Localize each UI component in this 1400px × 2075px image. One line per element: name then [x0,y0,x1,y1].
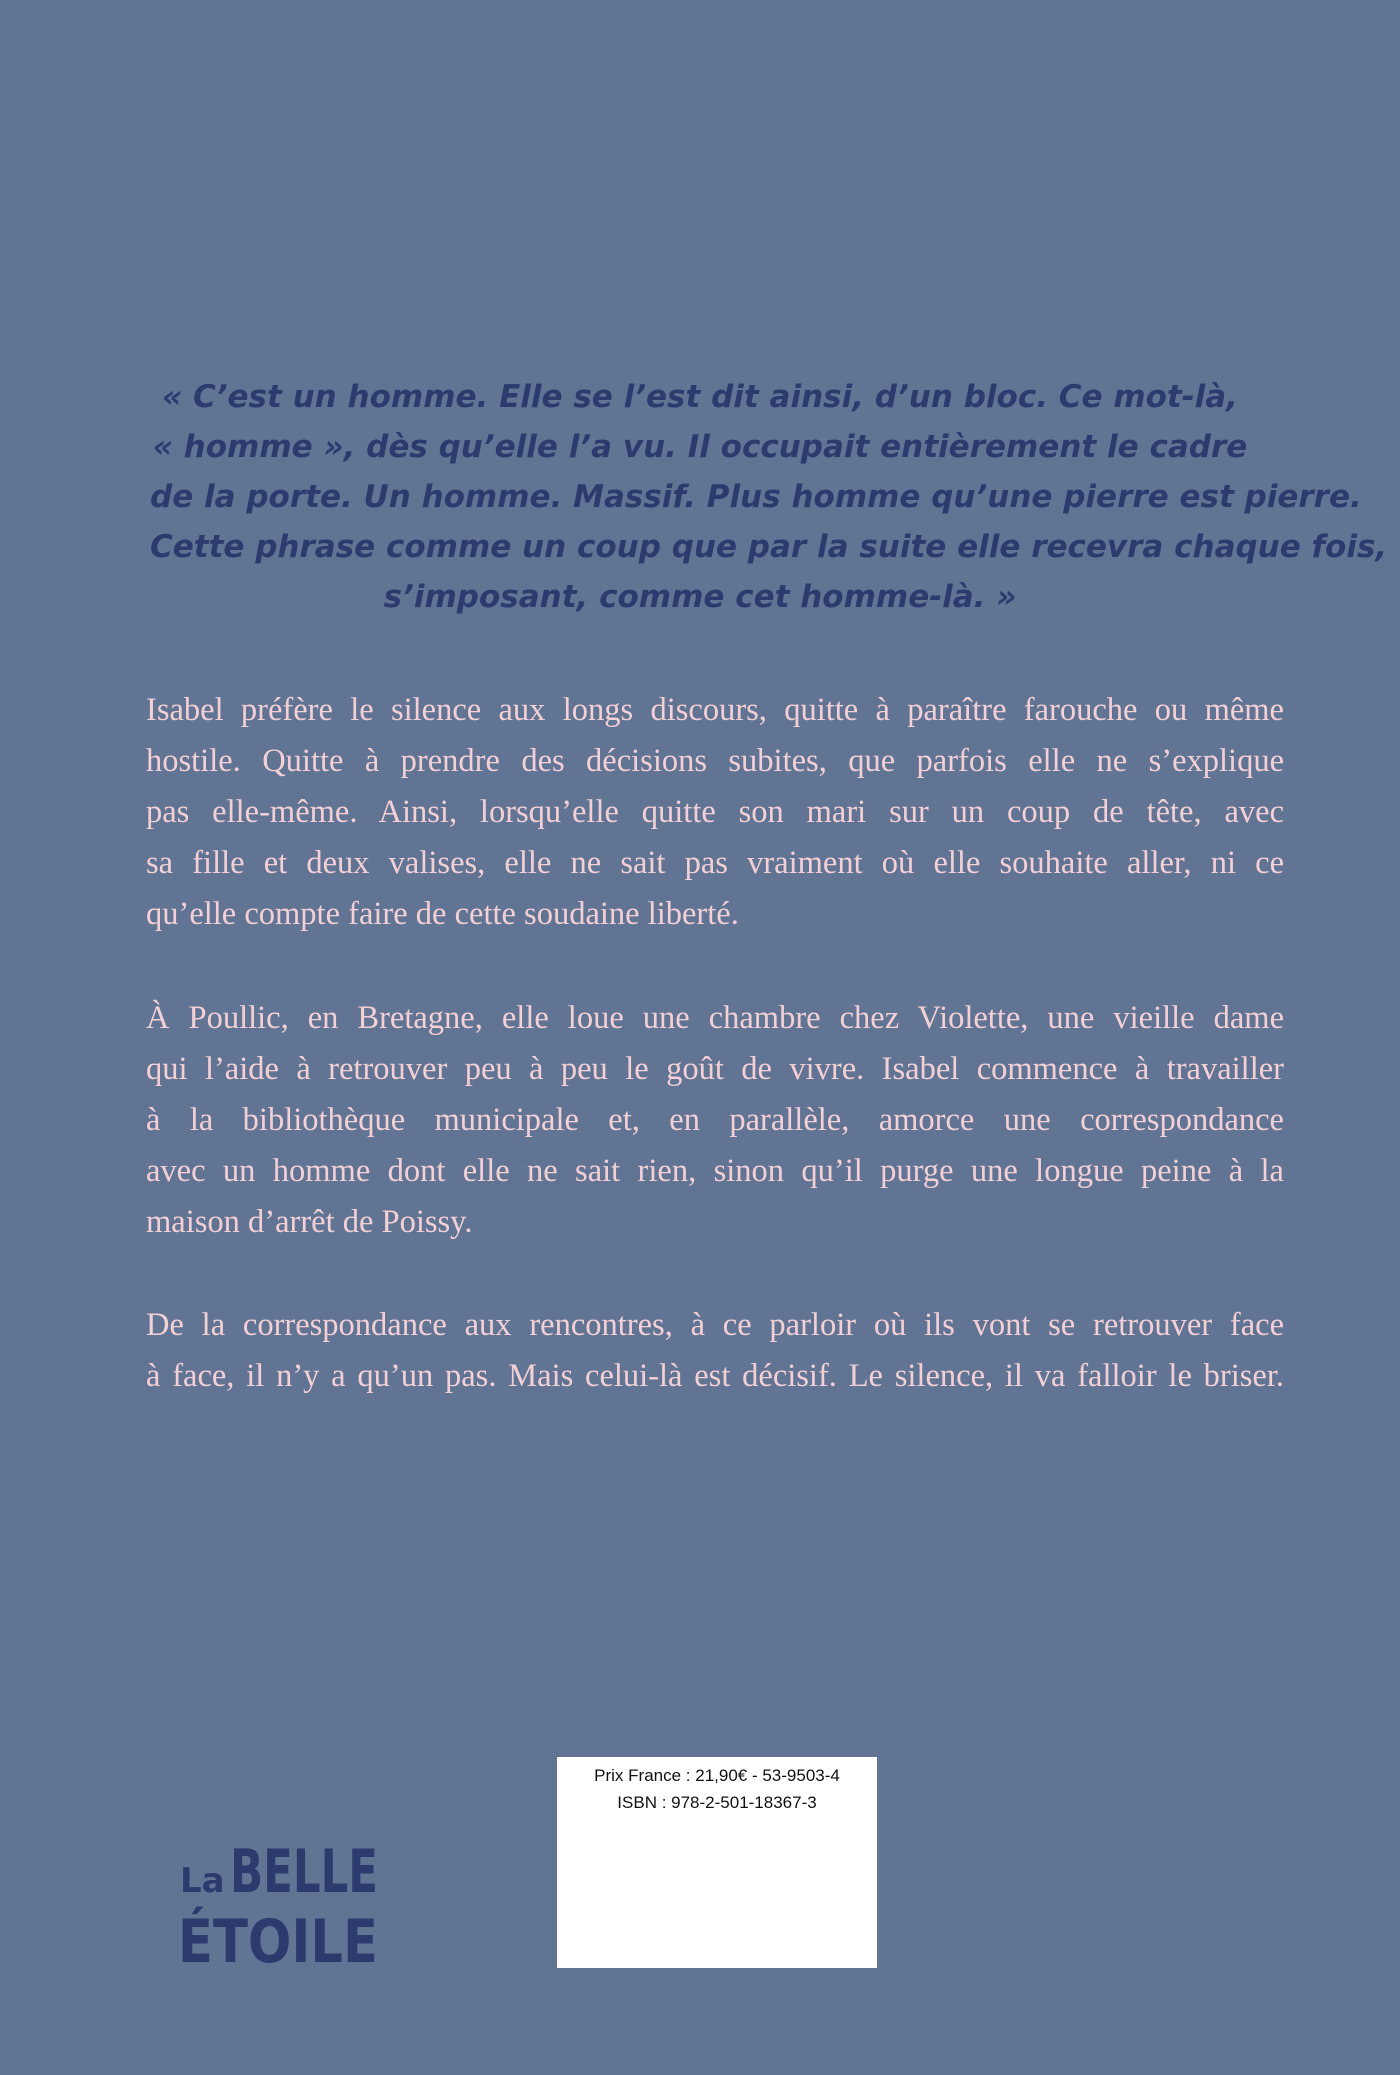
description-paragraph-2 [146,993,1284,1248]
price-label: Prix France : 21,90€ - 53-9503-4 [594,1766,840,1785]
publisher-logo-mark [178,1830,413,1977]
text-line: hostile. Quitte à prendre des décisions subites, que parfois elle ne s’explique [146,743,1284,779]
quote-line: s’imposant, comme cet homme-là. » [383,579,1017,615]
quote-line: « C’est un homme. Elle se l’est dit ainsi, d’un bloc. Ce mot-là, [162,379,1238,415]
text-line: Isabel préfère le silence aux longs discours, quitte à paraître farouche ou même [146,692,1284,728]
logo-small-la: La [180,1861,225,1901]
text-line: à face, il n’y a qu’un pas. Mais celui-là est décisif. Le silence, il va falloir le briser. [146,1358,1284,1394]
text-line: qu’elle compte faire de cette soudaine liberté. [146,896,739,932]
text-line: à la bibliothèque municipale et, en parallèle, amorce une correspondance [146,1102,1284,1138]
publisher-logo [178,1830,413,1977]
text-line: sa fille et deux valises, elle ne sait pas vraiment où elle souhaite aller, ni ce [146,845,1284,881]
excerpt-quote [150,372,1388,622]
description-paragraph-3 [146,1300,1284,1402]
text-line: À Poullic, en Bretagne, elle loue une chambre chez Violette, une vieille dame [146,1000,1284,1036]
quote-line: de la porte. Un homme. Massif. Plus homme qu’une pierre est pierre. [150,479,1362,515]
isbn-label: ISBN : 978-2-501-18367-3 [617,1793,817,1812]
description-paragraph-1 [146,685,1284,940]
text-line: De la correspondance aux rencontres, à ce parloir où ils vont se retrouver face [146,1307,1284,1343]
text-line: avec un homme dont elle ne sait rien, sinon qu’il purge une longue peine à la [146,1153,1284,1189]
logo-word-belle: BELLE [230,1837,378,1907]
text-line: pas elle-même. Ainsi, lorsqu’elle quitte son mari sur un coup de tête, avec [146,794,1284,830]
barcode-area [557,1757,877,1968]
text-line: qui l’aide à retrouver peu à peu le goût de vivre. Isabel commence à travailler [146,1051,1284,1087]
quote-line: Cette phrase comme un coup que par la suite elle recevra chaque fois, [150,529,1388,565]
logo-word-etoile: ÉTOILE [178,1907,413,1977]
quote-line: « homme », dès qu’elle l’a vu. Il occupait entièrement le cadre [152,429,1248,465]
text-line: maison d’arrêt de Poissy. [146,1204,473,1240]
